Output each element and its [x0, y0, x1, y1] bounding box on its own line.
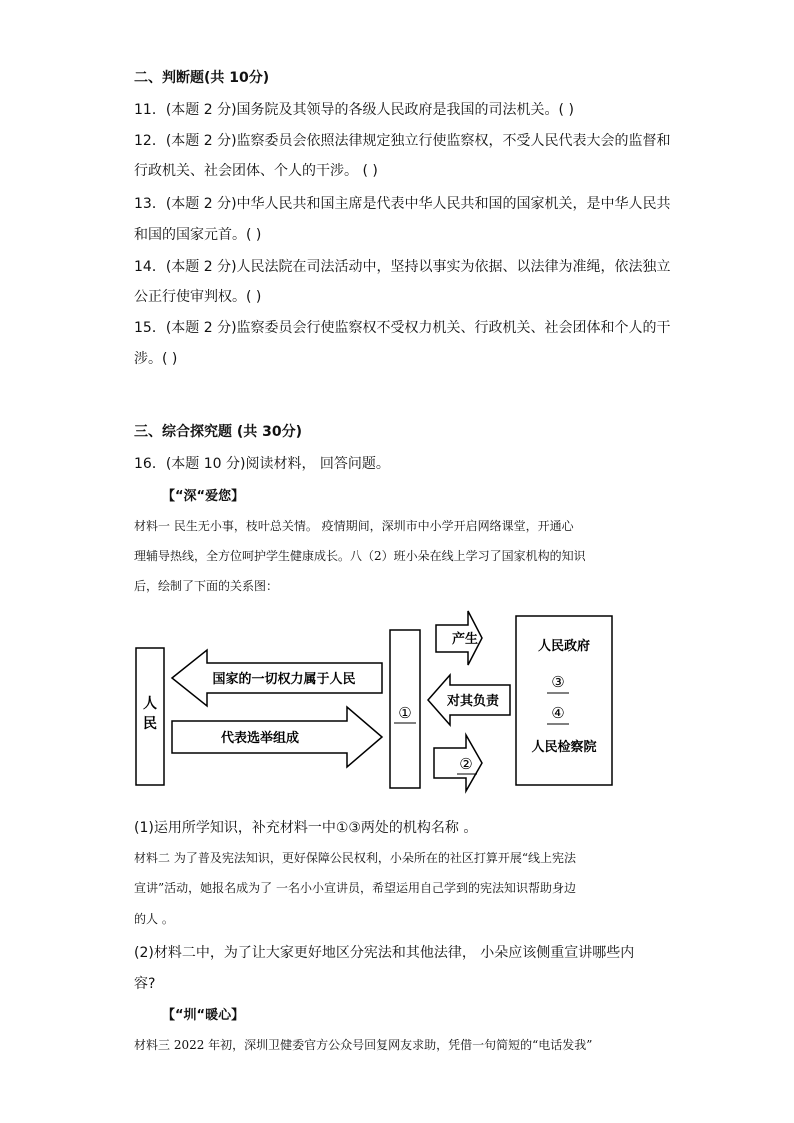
sub-question-1: (1)运用所学知识，补充材料一中①③两处的机构名称 。 — [134, 820, 478, 836]
question-14-line1: 14．(本题 2 分)人民法院在司法活动中，坚持以事实为依据、以法律为准绳，依法独立 — [134, 259, 671, 275]
question-13-line2: 和国的国家元首。( ) — [134, 227, 262, 243]
organ-4-label: ④ — [551, 704, 565, 722]
question-15-line2: 涉。( ) — [134, 351, 178, 367]
arrow-responsible-label: 对其负责 — [446, 694, 500, 709]
state-organs-diagram — [130, 605, 630, 805]
material-tag-2: 【“圳“暖心】 — [162, 1008, 245, 1023]
material-2-line2: 宣讲”活动，她报名成为了 一名小小宣讲员，希望运用自己学到的宪法知识帮助身边 — [134, 881, 576, 895]
arrow-power-label: 国家的一切权力属于人民 — [212, 672, 356, 687]
section-heading-inquiry: 三、综合探究题 (共 30分) — [134, 424, 303, 440]
material-2-line1: 材料二 为了普及宪法知识，更好保障公民权利，小朵所在的社区打算开展“线上宪法 — [134, 851, 576, 865]
question-11: 11．(本题 2 分)国务院及其领导的各级人民政府是我国的司法机关。( ) — [134, 102, 574, 118]
arrow-produce-label: 产生 — [451, 632, 479, 647]
question-12-line2: 行政机关、社会团体、个人的干涉。 ( ) — [134, 163, 378, 179]
question-14-line2: 公正行使审判权。( ) — [134, 289, 262, 305]
people-label-char1: 人 — [143, 696, 157, 712]
arrow-2-label: ② — [459, 755, 473, 773]
organ-1-label: ① — [398, 704, 412, 722]
question-13-line1: 13．(本题 2 分)中华人民共和国主席是代表中华人民共和国的国家机关，是中华人民共 — [134, 196, 671, 212]
arrow-elect-label: 代表选举组成 — [220, 731, 300, 746]
sub-question-2-line2: 容? — [134, 976, 156, 992]
question-12-line1: 12．(本题 2 分)监察委员会依照法律规定独立行使监察权，不受人民代表大会的监督和 — [134, 133, 671, 149]
gov-label: 人民政府 — [537, 639, 591, 654]
procuratorate-label: 人民检察院 — [531, 740, 597, 755]
material-2-line3: 的人 。 — [134, 912, 174, 926]
question-15-line1: 15．(本题 2 分)监察委员会行使监察权不受权力机关、行政机关、社会团体和个人的干 — [134, 320, 671, 336]
organ-3-label: ③ — [551, 673, 565, 691]
material-1-line2: 理辅导热线，全方位呵护学生健康成长。八（2）班小朵在线上学习了国家机构的知识 — [134, 549, 586, 563]
material-3-line1: 材料三 2022 年初，深圳卫健委官方公众号回复网友求助，凭借一句简短的“电话发我” — [134, 1038, 593, 1052]
people-label-char2: 民 — [143, 716, 157, 732]
question-16: 16．(本题 10 分)阅读材料， 回答问题。 — [134, 456, 390, 472]
material-tag-1: 【“深“爱您】 — [162, 489, 245, 504]
material-1-line1: 材料一 民生无小事，枝叶总关情。 疫情期间，深圳市中小学开启网络课堂，开通心 — [134, 519, 574, 533]
arrow-2 — [434, 735, 482, 791]
section-heading-judgement: 二、判断题(共 10分) — [134, 70, 270, 86]
material-1-line3: 后，绘制了下面的关系图： — [134, 579, 279, 593]
sub-question-2-line1: (2)材料二中，为了让大家更好地区分宪法和其他法律， 小朵应该侧重宣讲哪些内 — [134, 945, 635, 961]
